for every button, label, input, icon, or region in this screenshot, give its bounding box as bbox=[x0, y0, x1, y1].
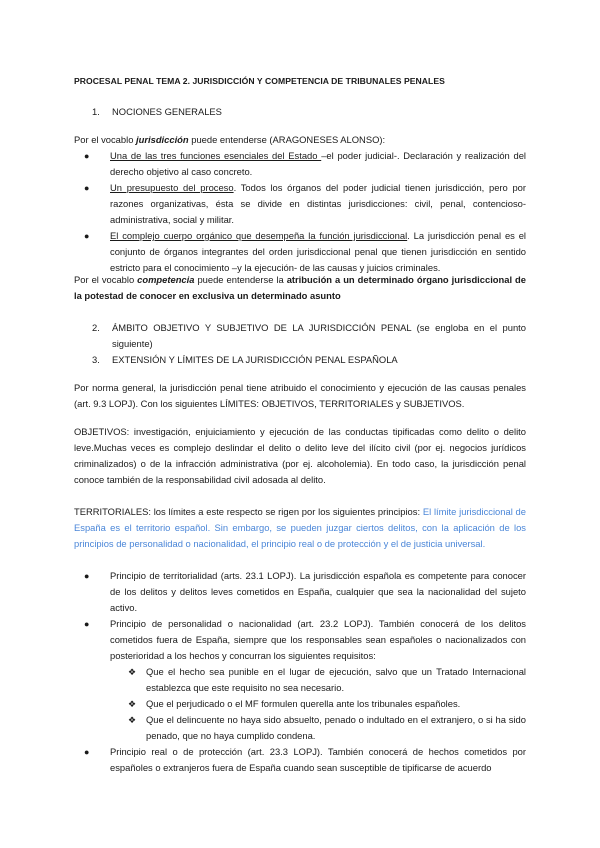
intro-jurisdiccion bbox=[74, 132, 526, 148]
bullet-icon: ● bbox=[84, 151, 90, 161]
territoriales-lead: TERRITORIALES: los límites a este respecto se rigen por los siguientes principios: bbox=[74, 506, 423, 517]
competencia-definition: atribución a un determinado órgano jurisdiccional de la potestad de conocer en exclusiva un determinado asunto bbox=[74, 274, 527, 301]
territoriales-paragraph bbox=[74, 504, 526, 552]
section-number: 2. bbox=[92, 322, 100, 333]
section-title: EXTENSIÓN Y LÍMITES DE LA JURISDICCIÓN PENAL ESPAÑOLA bbox=[112, 354, 398, 365]
intro-pre: Por el vocablo bbox=[74, 134, 137, 145]
bullet-text: Principio de personalidad o nacionalidad (art. 23.2 LOPJ). También conocerá de los delitos cometidos fuera de España, siempre que los responsables sean españoles o nacionalizados con posterioridad a los hechos y concurran los siguientes requisitos: bbox=[110, 618, 526, 661]
requisito-text: Que el perjudicado o el MF formulen querella ante los tribunales españoles. bbox=[146, 698, 461, 709]
bullet-icon: ● bbox=[84, 619, 90, 629]
objetivos-paragraph: OBJETIVOS: investigación, enjuiciamiento y ejecución de las conductas tipificadas como delito o delito leve.Muchas veces es complejo deslindar el delito o delito leve del ilícito civil (por ej. negocios jurídicos criminalizados) o de la infracción administrativa (por ej. alcoholemia). En todo caso, la jurisdicción penal conoce también de la responsabilidad civil adosada al delito. bbox=[74, 426, 526, 485]
intro-term: jurisdicción bbox=[136, 134, 189, 145]
bullet-text: Una de las tres funciones esenciales del Estado –el poder judicial-. Declaración y realización del derecho objetivo al caso concreto. bbox=[110, 150, 526, 177]
intro-post: puede entenderse (ARAGONESES ALONSO): bbox=[188, 134, 386, 145]
bullet-text: Un presupuesto del proceso. Todos los órganos del poder judicial tienen jurisdicción, pero por razones organizativas, ésta se divide en distintas jurisdicciones: civil, penal, contencioso-administrativa, social y militar. bbox=[110, 182, 527, 225]
section-title: NOCIONES GENERALES bbox=[112, 106, 222, 117]
bullet-icon: ● bbox=[84, 183, 90, 193]
diamond-bullet-icon: ❖ bbox=[128, 699, 137, 709]
bullet-icon: ● bbox=[84, 571, 90, 581]
section-number: 3. bbox=[92, 354, 100, 365]
section-title: ÁMBITO OBJETIVO Y SUBJETIVO DE LA JURISDICCIÓN PENAL (se engloba en el punto siguiente) bbox=[112, 322, 526, 349]
diamond-bullet-icon: ❖ bbox=[128, 715, 137, 725]
requisito-text: Que el hecho sea punible en el lugar de ejecución, salvo que un Tratado Internacional establezca que este requisito no sea necesario. bbox=[146, 666, 526, 693]
section-number: 1. bbox=[92, 106, 100, 117]
bullet-text: Principio real o de protección (art. 23.3 LOPJ). También conocerá de hechos cometidos por españoles o extranjeros fuera de España cuando sean susceptible de tipificarse de acuerdo bbox=[110, 746, 526, 773]
page-title: PROCESAL PENAL TEMA 2. JURISDICCIÓN Y COMPETENCIA DE TRIBUNALES PENALES bbox=[74, 76, 445, 86]
competencia-paragraph: Por el vocablo competencia puede entenderse la atribución a un determinado órgano jurisdiccional de la potestad de conocer en exclusiva un determinado asunto bbox=[74, 274, 527, 301]
bullet-icon: ● bbox=[84, 231, 90, 241]
norma-general-paragraph: Por norma general, la jurisdicción penal tiene atribuido el conocimiento y ejecución de las causas penales (art. 9.3 LOPJ). Con los siguientes LÍMITES: OBJETIVOS, TERRITORIALES y SUBJETIVOS. bbox=[74, 382, 526, 409]
competencia-term: competencia bbox=[137, 274, 195, 285]
diamond-bullet-icon: ❖ bbox=[128, 667, 137, 677]
bullet-text: Principio de territorialidad (arts. 23.1 LOPJ). La jurisdicción española es competente para conocer de los delitos y delitos leves cometidos en España, cualquier que sea la nacionalidad del sujeto activo. bbox=[110, 570, 526, 613]
territoriales-highlight: El límite jurisdiccional de España es el territorio español. Sin embargo, se pueden juzgar ciertos delitos, con la aplicación de los principios de personalidad o nacionalidad, el principio real o de protección y el de justicia universal. bbox=[74, 506, 526, 549]
bullet-icon: ● bbox=[84, 747, 90, 757]
requisito-text: Que el delincuente no haya sido absuelto, penado o indultado en el extranjero, o si ha sido penado, que no haya cumplido condena. bbox=[146, 714, 526, 741]
bullet-text: El complejo cuerpo orgánico que desempeña la función jurisdiccional. La jurisdicción penal es el conjunto de órganos integrantes del orden jurisdiccional penal que tienen jurisdicción en sentido estricto para el conocimiento –y la ejecución- de las causas y juicios criminales. bbox=[110, 230, 526, 273]
